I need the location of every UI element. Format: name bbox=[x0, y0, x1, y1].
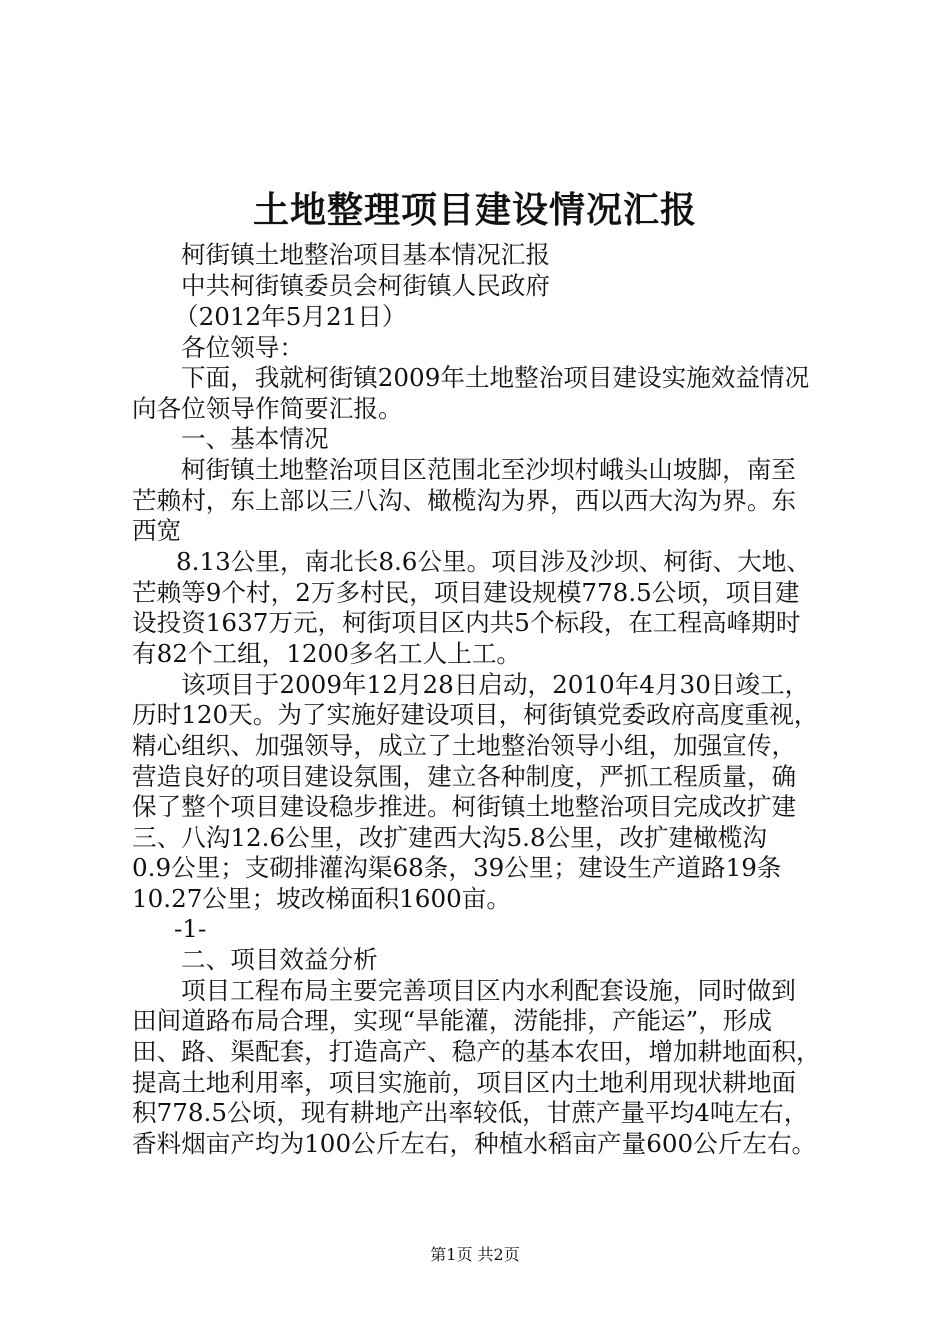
text-line: 积778.5公顷，现有耕地产出率较低，甘蔗产量平均4吨左右， bbox=[132, 1098, 809, 1127]
text-line: 历时120天。为了实施好建设项目，柯街镇党委政府高度重视， bbox=[132, 700, 819, 729]
text-line: 提高土地利用率，项目实施前，项目区内土地利用现状耕地面 bbox=[132, 1068, 797, 1097]
text-line: 二、项目效益分析 bbox=[181, 945, 378, 974]
document-title: 土地整理项目建设情况汇报 bbox=[252, 189, 697, 231]
text-line: 各位领导： bbox=[181, 333, 304, 362]
text-line: 三、八沟12.6公里，改扩建西大沟5.8公里，改扩建橄榄沟 bbox=[132, 823, 767, 852]
text-line: 向各位领导作简要汇报。 bbox=[132, 394, 403, 423]
text-line: 10.27公里；坡改梯面积1600亩。 bbox=[132, 884, 511, 913]
text-line: 西宽 bbox=[132, 516, 182, 545]
text-line: 保了整个项目建设稳步推进。柯街镇土地整治项目完成改扩建 bbox=[132, 792, 797, 821]
text-line: 有82个工组，1200多名工人上工。 bbox=[132, 639, 522, 668]
page-footer: 第1页 共2页 bbox=[430, 1245, 520, 1264]
text-line: 田、路、渠配套，打造高产、稳产的基本农田，增加耕地面积， bbox=[132, 1037, 821, 1066]
text-line: 项目工程布局主要完善项目区内水利配套设施，同时做到 bbox=[181, 976, 796, 1005]
text-line: 芒赖等9个村，2万多村民，项目建设规模778.5公顷，项目建 bbox=[132, 578, 800, 607]
text-line: 该项目于2009年12月28日启动，2010年4月30日竣工， bbox=[181, 670, 810, 699]
text-line: 营造良好的项目建设氛围，建立各种制度，严抓工程质量，确 bbox=[132, 762, 797, 791]
text-line: 芒赖村，东上部以三八沟、橄榄沟为界，西以西大沟为界。东 bbox=[132, 486, 797, 515]
text-line: 田间道路布局合理，实现“旱能灌，涝能排，产能运”，形成 bbox=[132, 1006, 772, 1035]
text-line: 精心组织、加强领导，成立了土地整治领导小组，加强宣传， bbox=[132, 731, 797, 760]
text-line: 一、基本情况 bbox=[181, 424, 329, 453]
text-line: （2012年5月21日） bbox=[174, 302, 407, 331]
text-line: 柯街镇土地整治项目区范围北至沙坝村峨头山坡脚，南至 bbox=[181, 455, 796, 484]
text-line: 0.9公里；支砌排灌沟渠68条，39公里；建设生产道路19条 bbox=[132, 853, 782, 882]
text-line: 中共柯街镇委员会柯街镇人民政府 bbox=[181, 271, 550, 300]
text-line: 下面，我就柯街镇2009年土地整治项目建设实施效益情况 bbox=[181, 363, 810, 392]
text-line: 8.13公里，南北长8.6公里。项目涉及沙坝、柯街、大地、 bbox=[176, 547, 811, 576]
text-line: 香料烟亩产均为100公斤左右，种植水稻亩产量600公斤左右。 bbox=[132, 1129, 817, 1158]
page-marker: -1- bbox=[174, 914, 207, 943]
text-line: 设投资1637万元，柯街项目区内共5个标段，在工程高峰期时 bbox=[132, 608, 801, 637]
text-line: 柯街镇土地整治项目基本情况汇报 bbox=[181, 240, 550, 269]
